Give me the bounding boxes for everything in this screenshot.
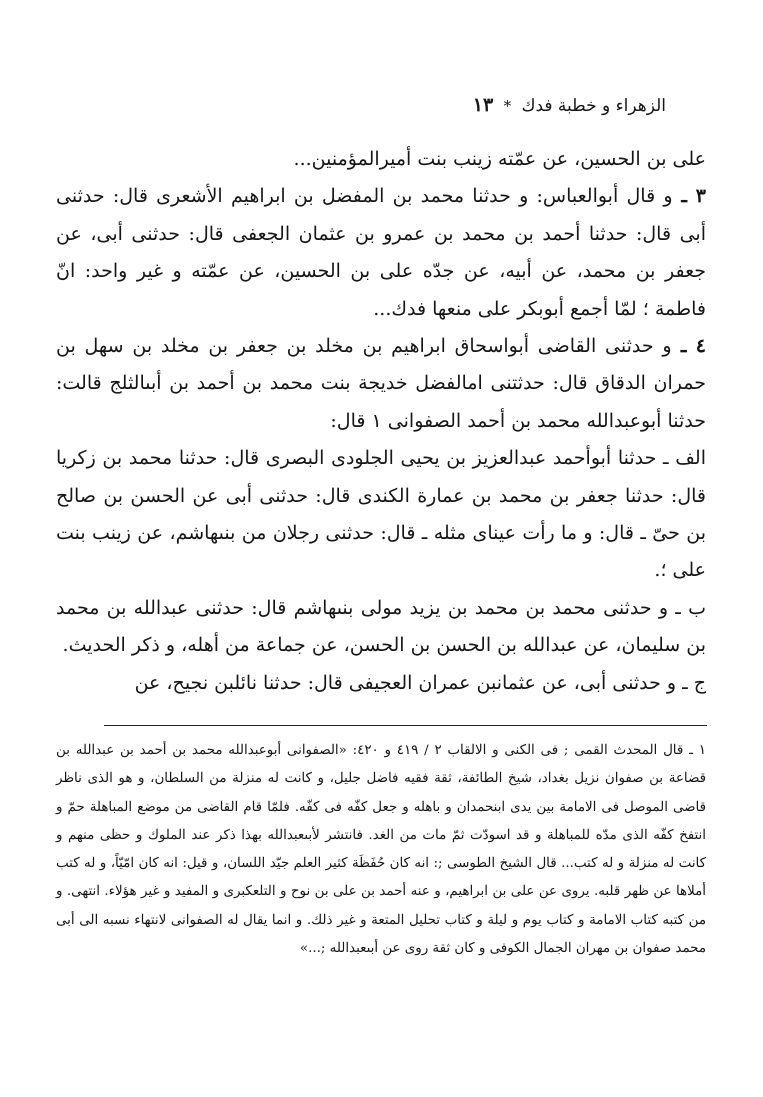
paragraph-text: الف ـ حدثنا أبوأحمد عبدالعزيز بن يحيى الجلودى البصرى قال: حدثنا محمد بن زكريا قال: حدثنا جعفر بن محمد بن عمارة الكندى قال: حدثنى أبى عن الحسن بن صالح بن حىّ ـ قال: و ما رأت عيناى مثله ـ قال: حدثنى رجلان من بنىهاشم، عن زينب بنت على ؛. [56, 447, 706, 582]
page-number: ١٣ [472, 94, 494, 116]
paragraph-text: ج ـ و حدثنى أبى، عن عثمانبن عمران العجيفى قال: حدثنا نائلبن نجيح، عن [134, 671, 706, 694]
paragraph-hadith-4 [56, 328, 706, 440]
header-title: الزهراء و خطبة فدك [521, 96, 666, 116]
main-text [56, 141, 706, 702]
paragraph-text: ب ـ و حدثنى محمد بن محمد بن يزيد مولى بنىهاشم قال: حدثنى عبدالله بن محمد بن سليمان، عن عبدالله بن الحسن بن الحسن، عن جماعة من أهله، و ذكر الحديث. [56, 596, 706, 657]
footnote-1: ١ ـ قال المحدث القمى ; فى الكنى و الالقاب ٢ / ٤١٩ و ٤٢٠: «الصفوانى أبوعبدالله محمد بن أحمد بن عبدالله بن قضاعة بن صفوان نزيل بغداد، شيخ الطائفة، ثقة فقيه فاضل جليل، و كانت له منزلة من السلطان، و هو الذى ناظر قاضى الموصل فى الامامة بين يدى ابنحمدان و باهله و جعل كفّه فى كفّه. فلمّا قام القاضى من موضع المباهلة حمّ و انتفخ كفّه الذى مدّه للمباهلة و قد اسودّت ثمّ مات من الغد. فانتشر لأبىعبدالله بهذا ذكر عند الملوك و حظى منهم و كانت له منزلة و له كتب... قال الشيخ الطوسى ;: انه كان حُفَظَة كثير العلم جيّد اللسان، و قيل: انه كان امّيّاً، و له كتب أملاها عن ظهر قلبه. يروى عن على بن ابراهيم، و عنه أحمد بن على بن نوح و التلعكبرى و المفيد و غير هؤلاء. انتهى. و من كتبه كتاب الامامة و كتاب يوم و ليلة و كتاب تحليل المتعة و غير ذلك. و انما يقال له الصفوانى لانتهاء نسبه الى أبى محمد صفوان بن مهران الجمال الكوفى و كان ثقة روى عن أبىعبدالله ;...» [56, 743, 706, 957]
paragraph-number: ٤ ـ [671, 335, 706, 358]
running-header [106, 93, 666, 118]
paragraph-text: و حدثنى القاضى أبواسحاق ابراهيم بن مخلد بن جعفر بن مخلد بن سهل بن حمران الدقاق قال: حدثتنى امالفضل خديجة بنت محمد بن أحمد بن أبىالثلج قالت: حدثنا أبوعبدالله محمد بن أحمد الصفوانى ١ قال: [56, 335, 706, 432]
header-separator-star: * [503, 97, 512, 115]
paragraph-jim [56, 665, 706, 702]
paragraph-text: و قال أبوالعباس: و حدثنا محمد بن المفضل بن ابراهيم الأشعرى قال: حدثنى أبى قال: حدثنا أحمد بن محمد بن عمرو بن عثمان الجعفى قال: حدثنى أبى، عن جعفر بن محمد، عن أبيه، عن جدّه على بن الحسين، عن عمّته و غير واحد: انّ فاطمة ؛ لمّا أجمع أبوبكر على منعها فدك... [56, 185, 706, 320]
paragraph-continuation [56, 141, 706, 178]
paragraph-text: على بن الحسين، عن عمّته زينب بنت أميرالمؤمنين... [293, 148, 706, 170]
footnote-divider [104, 725, 707, 726]
footnotes [56, 737, 706, 963]
paragraph-alif [56, 440, 706, 590]
paragraph-hadith-3 [56, 178, 706, 328]
paragraph-number: ٣ ـ [672, 185, 706, 208]
paragraph-ba [56, 590, 706, 665]
